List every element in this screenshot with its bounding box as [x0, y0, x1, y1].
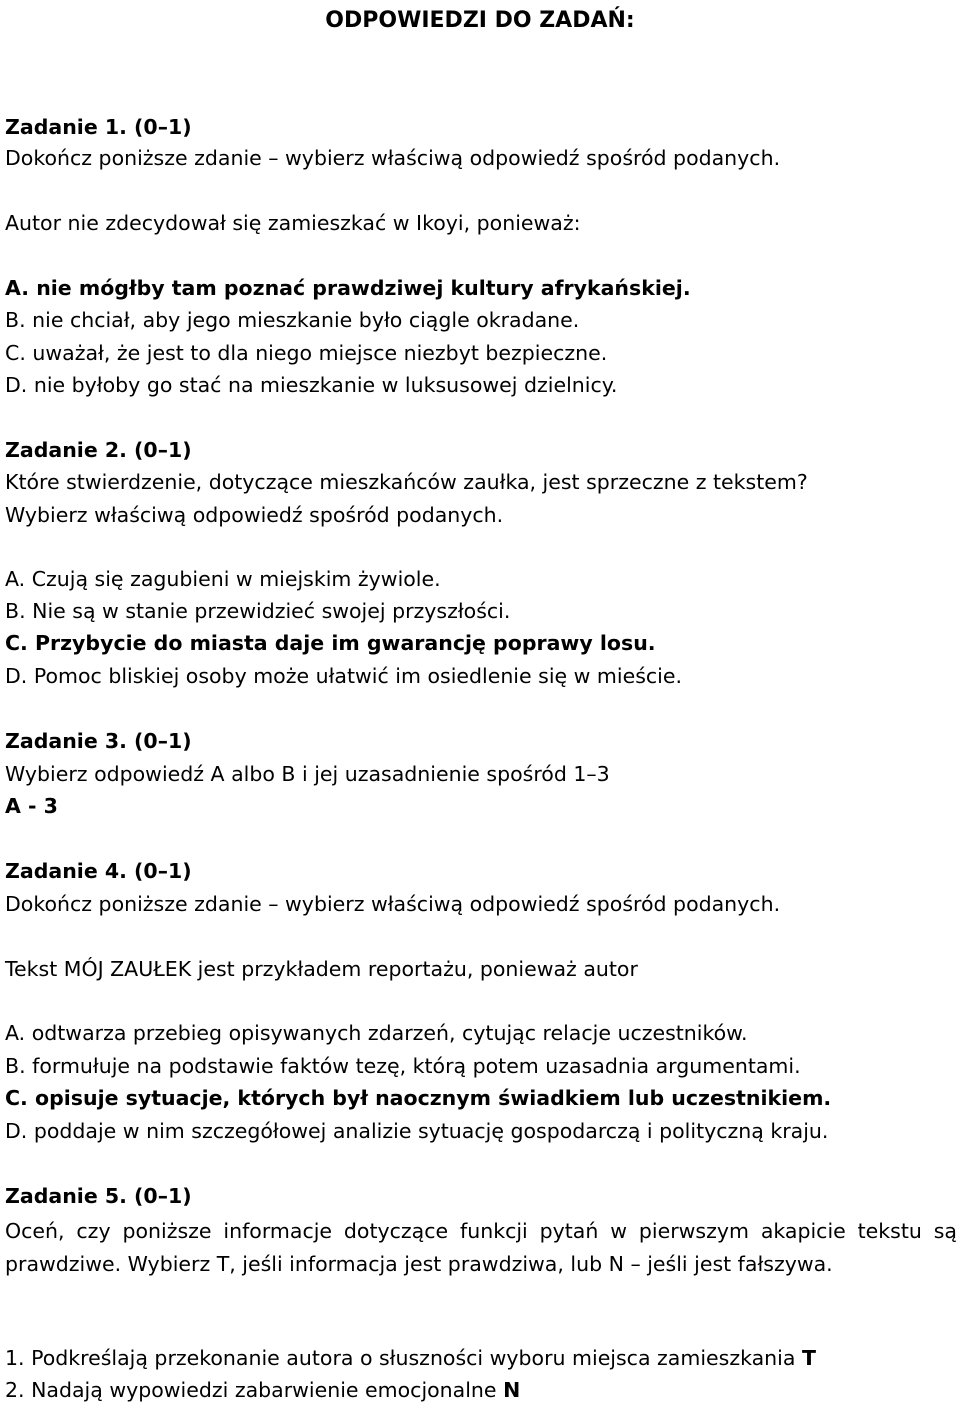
task-4-option-c — [5, 1085, 831, 1111]
task-5-heading: Zadanie 5. (0–1) — [5, 1184, 192, 1208]
task-4-option-a — [5, 1020, 748, 1046]
option-letter: A. — [5, 567, 26, 591]
task-2-instruction-line2: Wybierz właściwą odpowiedź spośród podanych. — [5, 503, 504, 527]
page-title: ODPOWIEDZI DO ZADAŃ: — [325, 8, 635, 33]
item-answer: T — [801, 1346, 816, 1370]
option-text: Nie są w stanie przewidzieć swojej przyszłości. — [32, 599, 511, 623]
task-5-item-2 — [5, 1377, 520, 1403]
option-letter: C. — [5, 631, 28, 655]
task-4-instruction: Dokończ poniższe zdanie – wybierz właściwą odpowiedź spośród podanych. — [5, 892, 781, 916]
option-letter: D. — [5, 1119, 28, 1143]
item-answer: N — [503, 1378, 521, 1402]
task-2-option-d — [5, 663, 682, 689]
option-text: poddaje w nim szczegółowej analizie sytuację gospodarczą i polityczną kraju. — [33, 1119, 829, 1143]
option-text: formułuje na podstawie faktów tezę, którą potem uzasadnia argumentami. — [32, 1054, 801, 1078]
task-5-item-1 — [5, 1345, 816, 1371]
option-text: odtwarza przebieg opisywanych zdarzeń, cytując relacje uczestników. — [31, 1021, 748, 1045]
option-letter: C. — [5, 1086, 28, 1110]
task-1-option-d — [5, 372, 617, 398]
option-letter: B. — [5, 599, 26, 623]
option-letter: A. — [5, 276, 30, 300]
task-3-heading: Zadanie 3. (0–1) — [5, 729, 192, 753]
task-1-heading: Zadanie 1. (0–1) — [5, 115, 192, 139]
task-5-instruction: Oceń, czy poniższe informacje dotyczące funkcji pytań w pierwszym akapicie tekstu są prawdziwe. Wybierz T, jeśli informacja jest prawdziwa, lub N – jeśli jest fałszywa. — [5, 1219, 957, 1276]
option-letter: A. — [5, 1021, 26, 1045]
option-text: opisuje sytuacje, których był naocznym świadkiem lub uczestnikiem. — [34, 1086, 832, 1110]
option-letter: B. — [5, 308, 26, 332]
option-letter: D. — [5, 373, 28, 397]
option-text: Przybycie do miasta daje im gwarancję poprawy losu. — [34, 631, 656, 655]
task-4-stem: Tekst MÓJ ZAUŁEK jest przykładem reportażu, ponieważ autor — [5, 957, 638, 981]
task-1-option-a — [5, 275, 691, 301]
task-1-option-c — [5, 340, 607, 366]
option-text: uważał, że jest to dla niego miejsce niezbyt bezpieczne. — [32, 341, 608, 365]
task-4-option-d — [5, 1118, 828, 1144]
option-text: nie chciał, aby jego mieszkanie było ciągle okradane. — [32, 308, 580, 332]
option-letter: C. — [5, 341, 26, 365]
task-3-instruction: Wybierz odpowiedź A albo B i jej uzasadnienie spośród 1–3 — [5, 762, 610, 786]
task-2-option-c — [5, 630, 656, 656]
task-1-stem: Autor nie zdecydował się zamieszkać w Ikoyi, ponieważ: — [5, 211, 581, 235]
task-4-heading: Zadanie 4. (0–1) — [5, 859, 192, 883]
task-2-option-b — [5, 598, 510, 624]
option-letter: D. — [5, 664, 28, 688]
option-text: nie byłoby go stać na mieszkanie w luksusowej dzielnicy. — [33, 373, 618, 397]
task-2-option-a — [5, 566, 441, 592]
item-text: 1. Podkreślają przekonanie autora o słuszności wyboru miejsca zamieszkania — [5, 1346, 796, 1370]
item-text: 2. Nadają wypowiedzi zabarwienie emocjonalne — [5, 1378, 497, 1402]
task-2-instruction-line1: Które stwierdzenie, dotyczące mieszkańców zaułka, jest sprzeczne z tekstem? — [5, 470, 808, 494]
option-text: Czują się zagubieni w miejskim żywiole. — [31, 567, 441, 591]
task-2-heading: Zadanie 2. (0–1) — [5, 438, 192, 462]
task-3-answer: A - 3 — [5, 794, 58, 818]
option-text: Pomoc bliskiej osoby może ułatwić im osiedlenie się w mieście. — [33, 664, 682, 688]
task-1-instruction: Dokończ poniższe zdanie – wybierz właściwą odpowiedź spośród podanych. — [5, 146, 781, 170]
task-1-option-b — [5, 307, 579, 333]
option-text: nie mógłby tam poznać prawdziwej kultury afrykańskiej. — [36, 276, 691, 300]
option-letter: B. — [5, 1054, 26, 1078]
task-4-option-b — [5, 1053, 801, 1079]
